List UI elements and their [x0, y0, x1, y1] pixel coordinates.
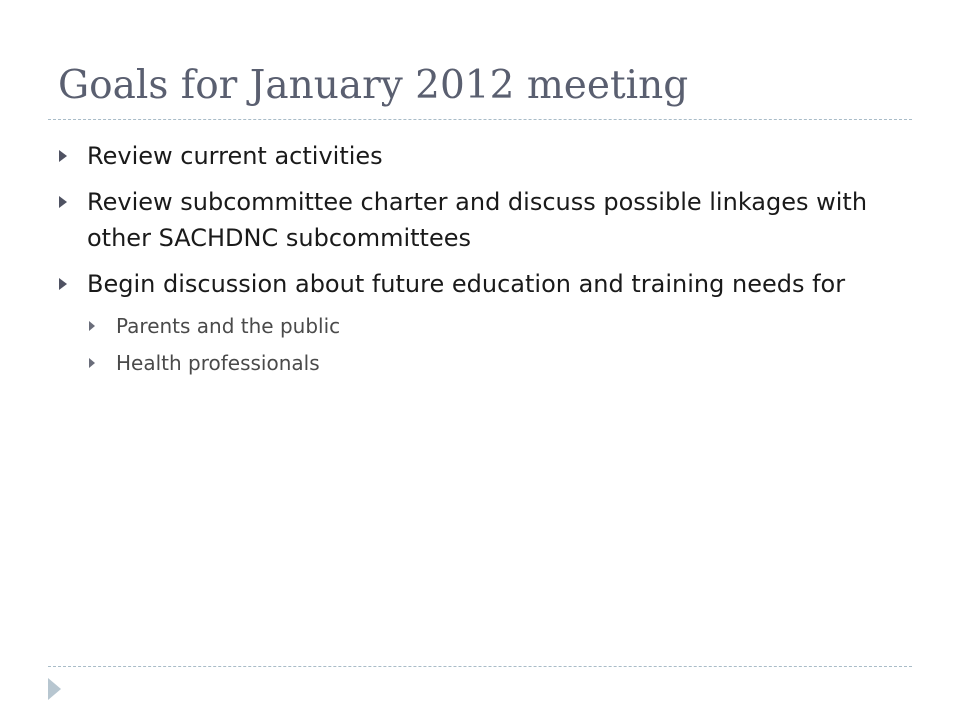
triangle-bullet-icon: [59, 150, 67, 162]
triangle-subbullet-icon: [89, 358, 95, 368]
bullet-item: [58, 184, 878, 256]
footer-divider: [48, 666, 912, 667]
triangle-bullet-icon: [59, 278, 67, 290]
subbullet-item: [58, 312, 878, 340]
triangle-icon: [48, 678, 61, 700]
subbullet-item: [58, 349, 878, 377]
title-divider: [48, 119, 912, 120]
subbullet-text: Parents and the public: [116, 314, 341, 338]
subbullet-text: Health professionals: [116, 351, 320, 375]
bullet-text: Review current activities: [87, 142, 383, 170]
bullet-text: Begin discussion about future education and training needs for: [87, 270, 846, 298]
triangle-bullet-icon: [59, 196, 67, 208]
bullet-list: [58, 138, 878, 386]
triangle-subbullet-icon: [89, 321, 95, 331]
slide-title: Goals for January 2012 meeting: [58, 63, 689, 108]
bullet-text: Review subcommittee charter and discuss possible linkages with other SACHDNC subcommittees: [87, 188, 868, 252]
bullet-item: [58, 266, 878, 302]
bullet-item: [58, 138, 878, 174]
